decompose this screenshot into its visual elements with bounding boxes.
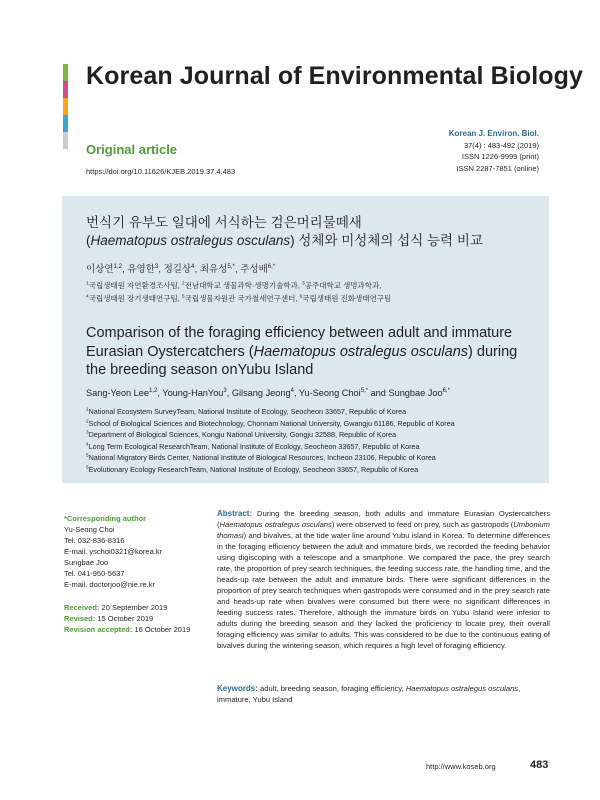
affiliation-line (86, 441, 541, 453)
doi-link[interactable]: https://doi.org/10.11626/KJEB.2019.37.4.483 (86, 167, 236, 176)
author-name: Sungbae Joo (388, 388, 443, 398)
keywords-label: Keywords: (217, 684, 258, 693)
color-bar-segment (63, 81, 68, 98)
author-name: Yu-Seong Choi (298, 388, 361, 398)
affiliation-text: 국립생태원 자연환경조사팀, (88, 281, 182, 290)
article-dates (64, 602, 204, 635)
issn-print: ISSN 1226-9999 (print) (461, 152, 539, 161)
date-label: Revised: (64, 614, 96, 623)
author-name: Sang-Yeon Lee (86, 388, 150, 398)
affiliation-mark: 3 (302, 281, 305, 287)
affiliation-mark: 1 (86, 281, 89, 287)
author-affiliation-mark: 5,* (227, 262, 235, 270)
english-title (86, 324, 536, 380)
color-bar-segment (63, 64, 68, 81)
date-label: Received: (64, 603, 100, 612)
date-row (64, 624, 204, 635)
korean-authors (86, 261, 275, 275)
affiliation-mark: 5 (86, 452, 89, 458)
author-name: 정길상 (163, 264, 192, 275)
author-separator: , (234, 264, 241, 275)
corresponding-author-line: Yu-Seong Choi (64, 525, 115, 534)
korean-affiliations-line1 (86, 280, 391, 293)
author-separator: , (226, 388, 232, 398)
author-affiliation-mark: 6,* (442, 387, 450, 394)
korean-title-species: Haematopus ostralegus osculans (90, 233, 291, 248)
affiliation-line (86, 418, 541, 430)
author-name: 주성배 (240, 264, 268, 275)
page-number: 483 (530, 759, 549, 771)
corresponding-author-line: Sungbae Joo (64, 558, 109, 567)
english-title-part1: Comparison of the foraging efficiency between adult and immature Eurasian Oystercatchers ( (86, 325, 513, 360)
article-type-label: Original article (86, 142, 178, 157)
affiliation-line (86, 406, 541, 418)
affiliation-text: 국립생태원 장기생태연구팀, (88, 293, 182, 303)
corresponding-author-line: E-mail. doctorjoo@nie.re.kr (64, 580, 155, 589)
affiliation-mark: 6 (86, 464, 89, 470)
author-name: Young-HanYou (162, 388, 224, 398)
affiliation-text: Long Term Ecological ResearchTeam, National Institute of Ecology, Seocheon 33657, Republic of Korea (88, 441, 420, 451)
footer-url[interactable]: http://www.koseb.org (426, 762, 496, 771)
author-name: 유영한 (127, 264, 155, 275)
corresponding-author-line: Tel. 032-836-8316 (64, 536, 125, 545)
affiliation-mark: 4 (86, 441, 89, 447)
author-separator: and (368, 388, 389, 398)
author-separator: , (194, 264, 200, 275)
color-bar-segment (63, 132, 68, 149)
author-separator: , (293, 388, 299, 398)
corresponding-author-heading: *Corresponding author (64, 514, 147, 523)
author-name: Gilsang Jeong (231, 388, 291, 398)
author-separator: , (157, 388, 163, 398)
date-value: 15 October 2019 (95, 614, 154, 623)
color-bar-segment (63, 98, 68, 115)
journal-title: Korean Journal of Environmental Biology (86, 62, 584, 90)
affiliation-mark: 2 (86, 418, 89, 424)
corresponding-author-details (64, 524, 204, 590)
affiliation-text: National Ecosystem SurveyTeam, National Institute of Ecology, Seocheon 33657, Republic of Korea (88, 407, 407, 416)
author-affiliation-mark: 1,2 (113, 262, 123, 270)
affiliation-mark: 5 (181, 294, 185, 299)
affiliation-text: 국립생물자원관 국가철새연구센터, (184, 293, 300, 303)
author-affiliation-mark: 4 (191, 262, 195, 270)
author-affiliation-mark: 5,* (360, 387, 369, 394)
date-value: 16 October 2019 (132, 625, 191, 634)
citation-block (449, 128, 539, 174)
journal-abbreviation: Korean J. Environ. Biol. (448, 129, 539, 138)
korean-title (86, 214, 483, 250)
english-title-species: Haematopus ostralegus osculans (253, 343, 469, 360)
sidebar-info (64, 513, 204, 635)
issn-online: ISSN 2287-7851 (online) (456, 163, 539, 173)
abstract-text-2: ) were observed to feed on prey, such as gastropods ( (331, 520, 514, 529)
affiliation-line (86, 429, 541, 441)
date-label: Revision accepted: (64, 625, 133, 634)
affiliation-mark: 4 (86, 294, 89, 299)
color-bar-segment (63, 115, 68, 132)
affiliation-text: 국립생태원 진화생태연구팀 (302, 293, 392, 303)
english-authors (86, 388, 450, 398)
affiliation-line (86, 452, 541, 464)
affiliation-text: National Migratory Birds Center, National Institute of Biological Resources, Incheon 23106, Republic of Korea (88, 453, 436, 463)
date-value: 20 September 2019 (99, 603, 168, 612)
abstract-label: Abstract: (217, 509, 253, 518)
english-title-part2: ) during the breeding season onYubu Island (86, 343, 518, 378)
affiliation-text: 전남대학교 생물과학·생명기술학과, (184, 281, 303, 290)
affiliation-mark: 3 (86, 429, 89, 435)
keywords-text-2: , immature, Yubu Island (217, 684, 521, 704)
author-name: 최유성 (199, 264, 228, 275)
corresponding-author-line: Tel. 041-950-5637 (64, 569, 125, 578)
abstract (217, 508, 550, 651)
keywords (217, 683, 550, 705)
affiliation-mark: 2 (181, 281, 185, 287)
volume-pages: 37(4) : 483-492 (2019) (463, 140, 539, 150)
date-row (64, 613, 204, 624)
korean-affiliations (86, 280, 391, 305)
author-affiliation-mark: 1,2 (149, 387, 158, 394)
keywords-species: Haematopus ostralegus osculans (405, 684, 519, 693)
abstract-species-2: Umbonium thomasi (217, 520, 550, 540)
abstract-text-1: During the breeding season, both adults and immature Eurasian Oystercatchers ( (217, 509, 550, 529)
affiliation-mark: 6 (299, 294, 303, 299)
affiliation-line (86, 464, 541, 476)
korean-affiliations-line2 (86, 293, 391, 306)
author-affiliation-mark: 3 (154, 262, 159, 270)
date-row (64, 602, 204, 613)
keywords-text-1: adult, breeding season, foraging efficiency, (257, 684, 406, 693)
affiliation-text: School of Biological Sciences and Biotechnology, Chonnam National University, Gwangju 61186, Republic of Korea (88, 418, 455, 428)
affiliation-text: Department of Biological Sciences, Kongju National University, Gongju 32588, Republic of Korea (88, 430, 397, 440)
english-affiliations (86, 406, 541, 476)
korean-title-line1: 번식기 유부도 일대에 서식하는 검은머리물떼새 (86, 215, 362, 230)
author-name: 이상연 (86, 264, 114, 275)
author-separator: , (122, 264, 128, 275)
abstract-text-3: ) and bivalves, at the tide water line around Yubu island in Korea. To determine differences in the foraging efficiency between the adult and immature birds, we recorded the feeding behavior using digiscoping with a telescope and a smartphone. We compared the pace, the prey search rate, the proportion of prey search techniques, the feeding success rate, the handling time, and the heads-up rate between the adult and immature birds. There were significant differences in the proportion of prey search techniques when gastropods were consumed and in the prey search rate and heads-up rate when bivalves were consumed but there were no significant differences in feeding success rates. Therefore, although the immature birds on Yubu Island were inferior to adults during the breeding season and they lacked the proficiency to locate prey, their overall foraging efficiency was similar to adults. This was considered to be due to the continuous eating of bivalves during the wintering season, which requires a high level of foraging efficiency. (217, 531, 550, 650)
affiliation-text: Evolutionary Ecology ResearchTeam, National Institute of Ecology, Seocheon 33657, Republic of Korea (88, 464, 419, 474)
author-affiliation-mark: 6,* (267, 262, 276, 270)
author-affiliation-mark: 3 (223, 387, 227, 394)
affiliation-text: 공주대학교 생명과학과, (304, 281, 382, 290)
author-separator: , (158, 264, 164, 275)
abstract-species-1: Haematopus ostralegus osculans (219, 520, 332, 529)
author-affiliation-mark: 4 (290, 387, 294, 394)
corresponding-author-line: E-mail. yschoi0321@korea.kr (64, 547, 163, 556)
korean-title-line2: (Haematopus ostralegus osculans) 성체와 미성체의 섭식 능력 비교 (86, 233, 483, 248)
journal-color-bar (63, 64, 68, 149)
affiliation-mark: 1 (86, 406, 89, 412)
korean-title-rest: ) 성체와 미성체의 섭식 능력 비교 (290, 233, 483, 248)
